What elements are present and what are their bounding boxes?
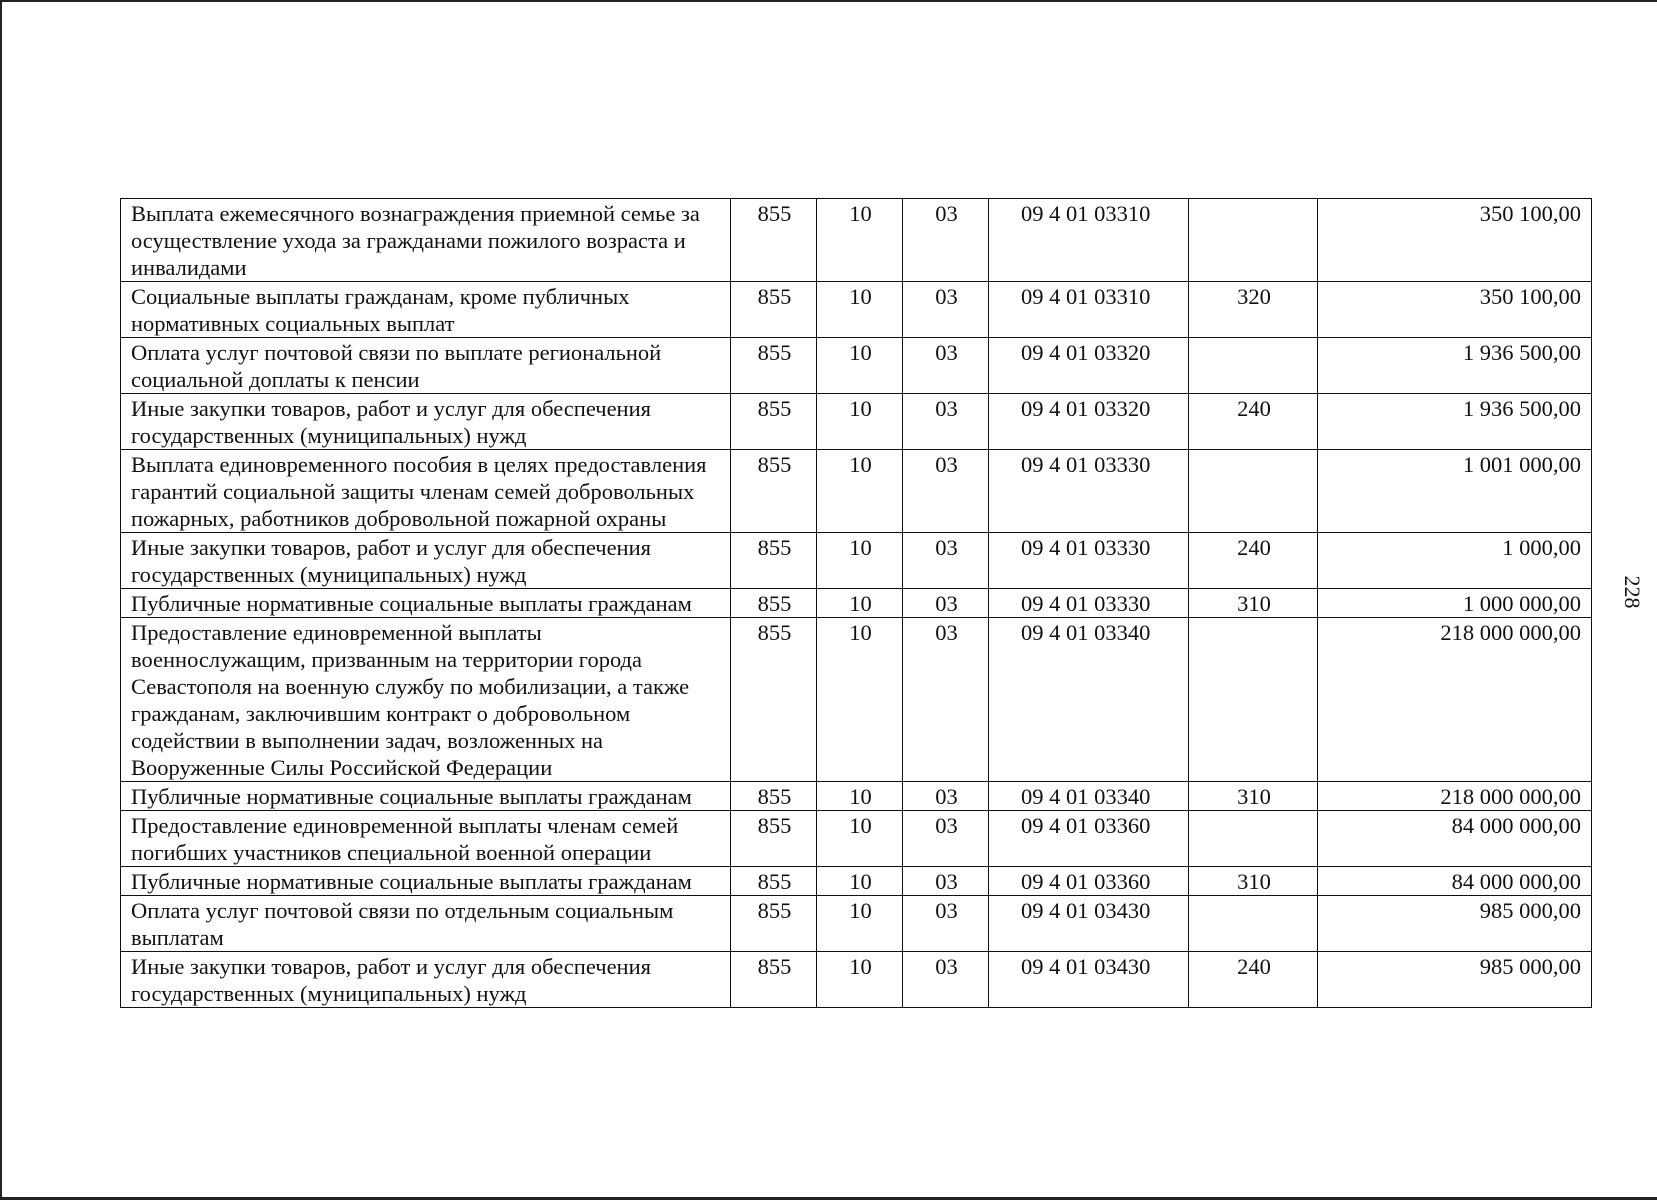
cell-grbs: 855 bbox=[731, 394, 817, 450]
cell-amount: 985 000,00 bbox=[1318, 896, 1592, 952]
cell-grbs: 855 bbox=[731, 952, 817, 1008]
cell-subsection: 03 bbox=[903, 952, 989, 1008]
cell-amount: 218 000 000,00 bbox=[1318, 618, 1592, 782]
cell-grbs: 855 bbox=[731, 811, 817, 867]
cell-section: 10 bbox=[817, 282, 903, 338]
cell-target-article: 09 4 01 03360 bbox=[989, 811, 1189, 867]
cell-amount: 350 100,00 bbox=[1318, 199, 1592, 282]
cell-expense-type bbox=[1189, 199, 1318, 282]
table-row bbox=[121, 338, 1592, 394]
cell-grbs: 855 bbox=[731, 867, 817, 896]
row-description: Иные закупки товаров, работ и услуг для обеспечения государственных (муниципальных) нужд bbox=[121, 952, 731, 1008]
cell-expense-type: 310 bbox=[1189, 782, 1318, 811]
cell-section: 10 bbox=[817, 782, 903, 811]
cell-amount: 1 936 500,00 bbox=[1318, 338, 1592, 394]
cell-expense-type: 240 bbox=[1189, 533, 1318, 589]
cell-section: 10 bbox=[817, 450, 903, 533]
cell-grbs: 855 bbox=[731, 782, 817, 811]
row-description: Выплата ежемесячного вознаграждения приемной семье за осуществление ухода за гражданами пожилого возраста и инвалидами bbox=[121, 199, 731, 282]
cell-expense-type bbox=[1189, 338, 1318, 394]
cell-amount: 1 936 500,00 bbox=[1318, 394, 1592, 450]
cell-target-article: 09 4 01 03330 bbox=[989, 450, 1189, 533]
cell-amount: 1 001 000,00 bbox=[1318, 450, 1592, 533]
cell-grbs: 855 bbox=[731, 282, 817, 338]
row-description: Оплата услуг почтовой связи по отдельным социальным выплатам bbox=[121, 896, 731, 952]
table-row bbox=[121, 782, 1592, 811]
row-description: Публичные нормативные социальные выплаты гражданам bbox=[121, 782, 731, 811]
cell-amount: 84 000 000,00 bbox=[1318, 811, 1592, 867]
cell-grbs: 855 bbox=[731, 896, 817, 952]
table-row bbox=[121, 394, 1592, 450]
cell-grbs: 855 bbox=[731, 199, 817, 282]
cell-subsection: 03 bbox=[903, 282, 989, 338]
cell-target-article: 09 4 01 03430 bbox=[989, 896, 1189, 952]
row-description: Предоставление единовременной выплаты членам семей погибших участников специальной военной операции bbox=[121, 811, 731, 867]
cell-target-article: 09 4 01 03330 bbox=[989, 589, 1189, 618]
table-row bbox=[121, 282, 1592, 338]
row-description: Социальные выплаты гражданам, кроме публичных нормативных социальных выплат bbox=[121, 282, 731, 338]
cell-amount: 84 000 000,00 bbox=[1318, 867, 1592, 896]
cell-target-article: 09 4 01 03330 bbox=[989, 533, 1189, 589]
cell-subsection: 03 bbox=[903, 199, 989, 282]
cell-subsection: 03 bbox=[903, 811, 989, 867]
cell-expense-type bbox=[1189, 896, 1318, 952]
row-description: Предоставление единовременной выплаты военнослужащим, призванным на территории города Севастополя на военную службу по мобилизации, а также гражданам, заключившим контракт о добровольном содействии в выполнении задач, возложенных на Вооруженные Силы Российской Федерации bbox=[121, 618, 731, 782]
cell-expense-type: 320 bbox=[1189, 282, 1318, 338]
table-row bbox=[121, 952, 1592, 1008]
cell-amount: 350 100,00 bbox=[1318, 282, 1592, 338]
cell-target-article: 09 4 01 03340 bbox=[989, 782, 1189, 811]
row-description: Иные закупки товаров, работ и услуг для обеспечения государственных (муниципальных) нужд bbox=[121, 533, 731, 589]
cell-subsection: 03 bbox=[903, 618, 989, 782]
row-description: Выплата единовременного пособия в целях предоставления гарантий социальной защиты членам семей добровольных пожарных, работников добровольной пожарной охраны bbox=[121, 450, 731, 533]
table-body bbox=[121, 199, 1592, 1008]
cell-section: 10 bbox=[817, 589, 903, 618]
cell-target-article: 09 4 01 03430 bbox=[989, 952, 1189, 1008]
cell-expense-type bbox=[1189, 618, 1318, 782]
cell-section: 10 bbox=[817, 338, 903, 394]
page-number: 228 bbox=[1620, 575, 1645, 609]
table-row bbox=[121, 589, 1592, 618]
cell-target-article: 09 4 01 03310 bbox=[989, 282, 1189, 338]
cell-section: 10 bbox=[817, 867, 903, 896]
cell-subsection: 03 bbox=[903, 533, 989, 589]
cell-expense-type bbox=[1189, 811, 1318, 867]
cell-target-article: 09 4 01 03310 bbox=[989, 199, 1189, 282]
cell-section: 10 bbox=[817, 811, 903, 867]
cell-section: 10 bbox=[817, 533, 903, 589]
cell-target-article: 09 4 01 03320 bbox=[989, 338, 1189, 394]
cell-expense-type bbox=[1189, 450, 1318, 533]
table-row bbox=[121, 867, 1592, 896]
row-description: Публичные нормативные социальные выплаты гражданам bbox=[121, 867, 731, 896]
table-row bbox=[121, 450, 1592, 533]
row-description: Оплата услуг почтовой связи по выплате региональной социальной доплаты к пенсии bbox=[121, 338, 731, 394]
table-row bbox=[121, 811, 1592, 867]
cell-section: 10 bbox=[817, 618, 903, 782]
cell-expense-type: 240 bbox=[1189, 952, 1318, 1008]
table-row bbox=[121, 618, 1592, 782]
row-description: Публичные нормативные социальные выплаты гражданам bbox=[121, 589, 731, 618]
cell-subsection: 03 bbox=[903, 896, 989, 952]
cell-subsection: 03 bbox=[903, 867, 989, 896]
cell-section: 10 bbox=[817, 896, 903, 952]
cell-subsection: 03 bbox=[903, 450, 989, 533]
cell-amount: 985 000,00 bbox=[1318, 952, 1592, 1008]
table-row bbox=[121, 896, 1592, 952]
cell-amount: 1 000,00 bbox=[1318, 533, 1592, 589]
cell-grbs: 855 bbox=[731, 338, 817, 394]
cell-grbs: 855 bbox=[731, 450, 817, 533]
cell-amount: 218 000 000,00 bbox=[1318, 782, 1592, 811]
cell-grbs: 855 bbox=[731, 533, 817, 589]
cell-subsection: 03 bbox=[903, 394, 989, 450]
table-row bbox=[121, 533, 1592, 589]
cell-target-article: 09 4 01 03340 bbox=[989, 618, 1189, 782]
cell-subsection: 03 bbox=[903, 782, 989, 811]
budget-table bbox=[120, 198, 1592, 1008]
cell-target-article: 09 4 01 03320 bbox=[989, 394, 1189, 450]
table-row bbox=[121, 199, 1592, 282]
cell-expense-type: 240 bbox=[1189, 394, 1318, 450]
cell-subsection: 03 bbox=[903, 338, 989, 394]
cell-grbs: 855 bbox=[731, 618, 817, 782]
cell-expense-type: 310 bbox=[1189, 589, 1318, 618]
cell-amount: 1 000 000,00 bbox=[1318, 589, 1592, 618]
cell-section: 10 bbox=[817, 394, 903, 450]
cell-expense-type: 310 bbox=[1189, 867, 1318, 896]
cell-section: 10 bbox=[817, 199, 903, 282]
row-description: Иные закупки товаров, работ и услуг для обеспечения государственных (муниципальных) нужд bbox=[121, 394, 731, 450]
cell-grbs: 855 bbox=[731, 589, 817, 618]
cell-target-article: 09 4 01 03360 bbox=[989, 867, 1189, 896]
cell-section: 10 bbox=[817, 952, 903, 1008]
cell-subsection: 03 bbox=[903, 589, 989, 618]
